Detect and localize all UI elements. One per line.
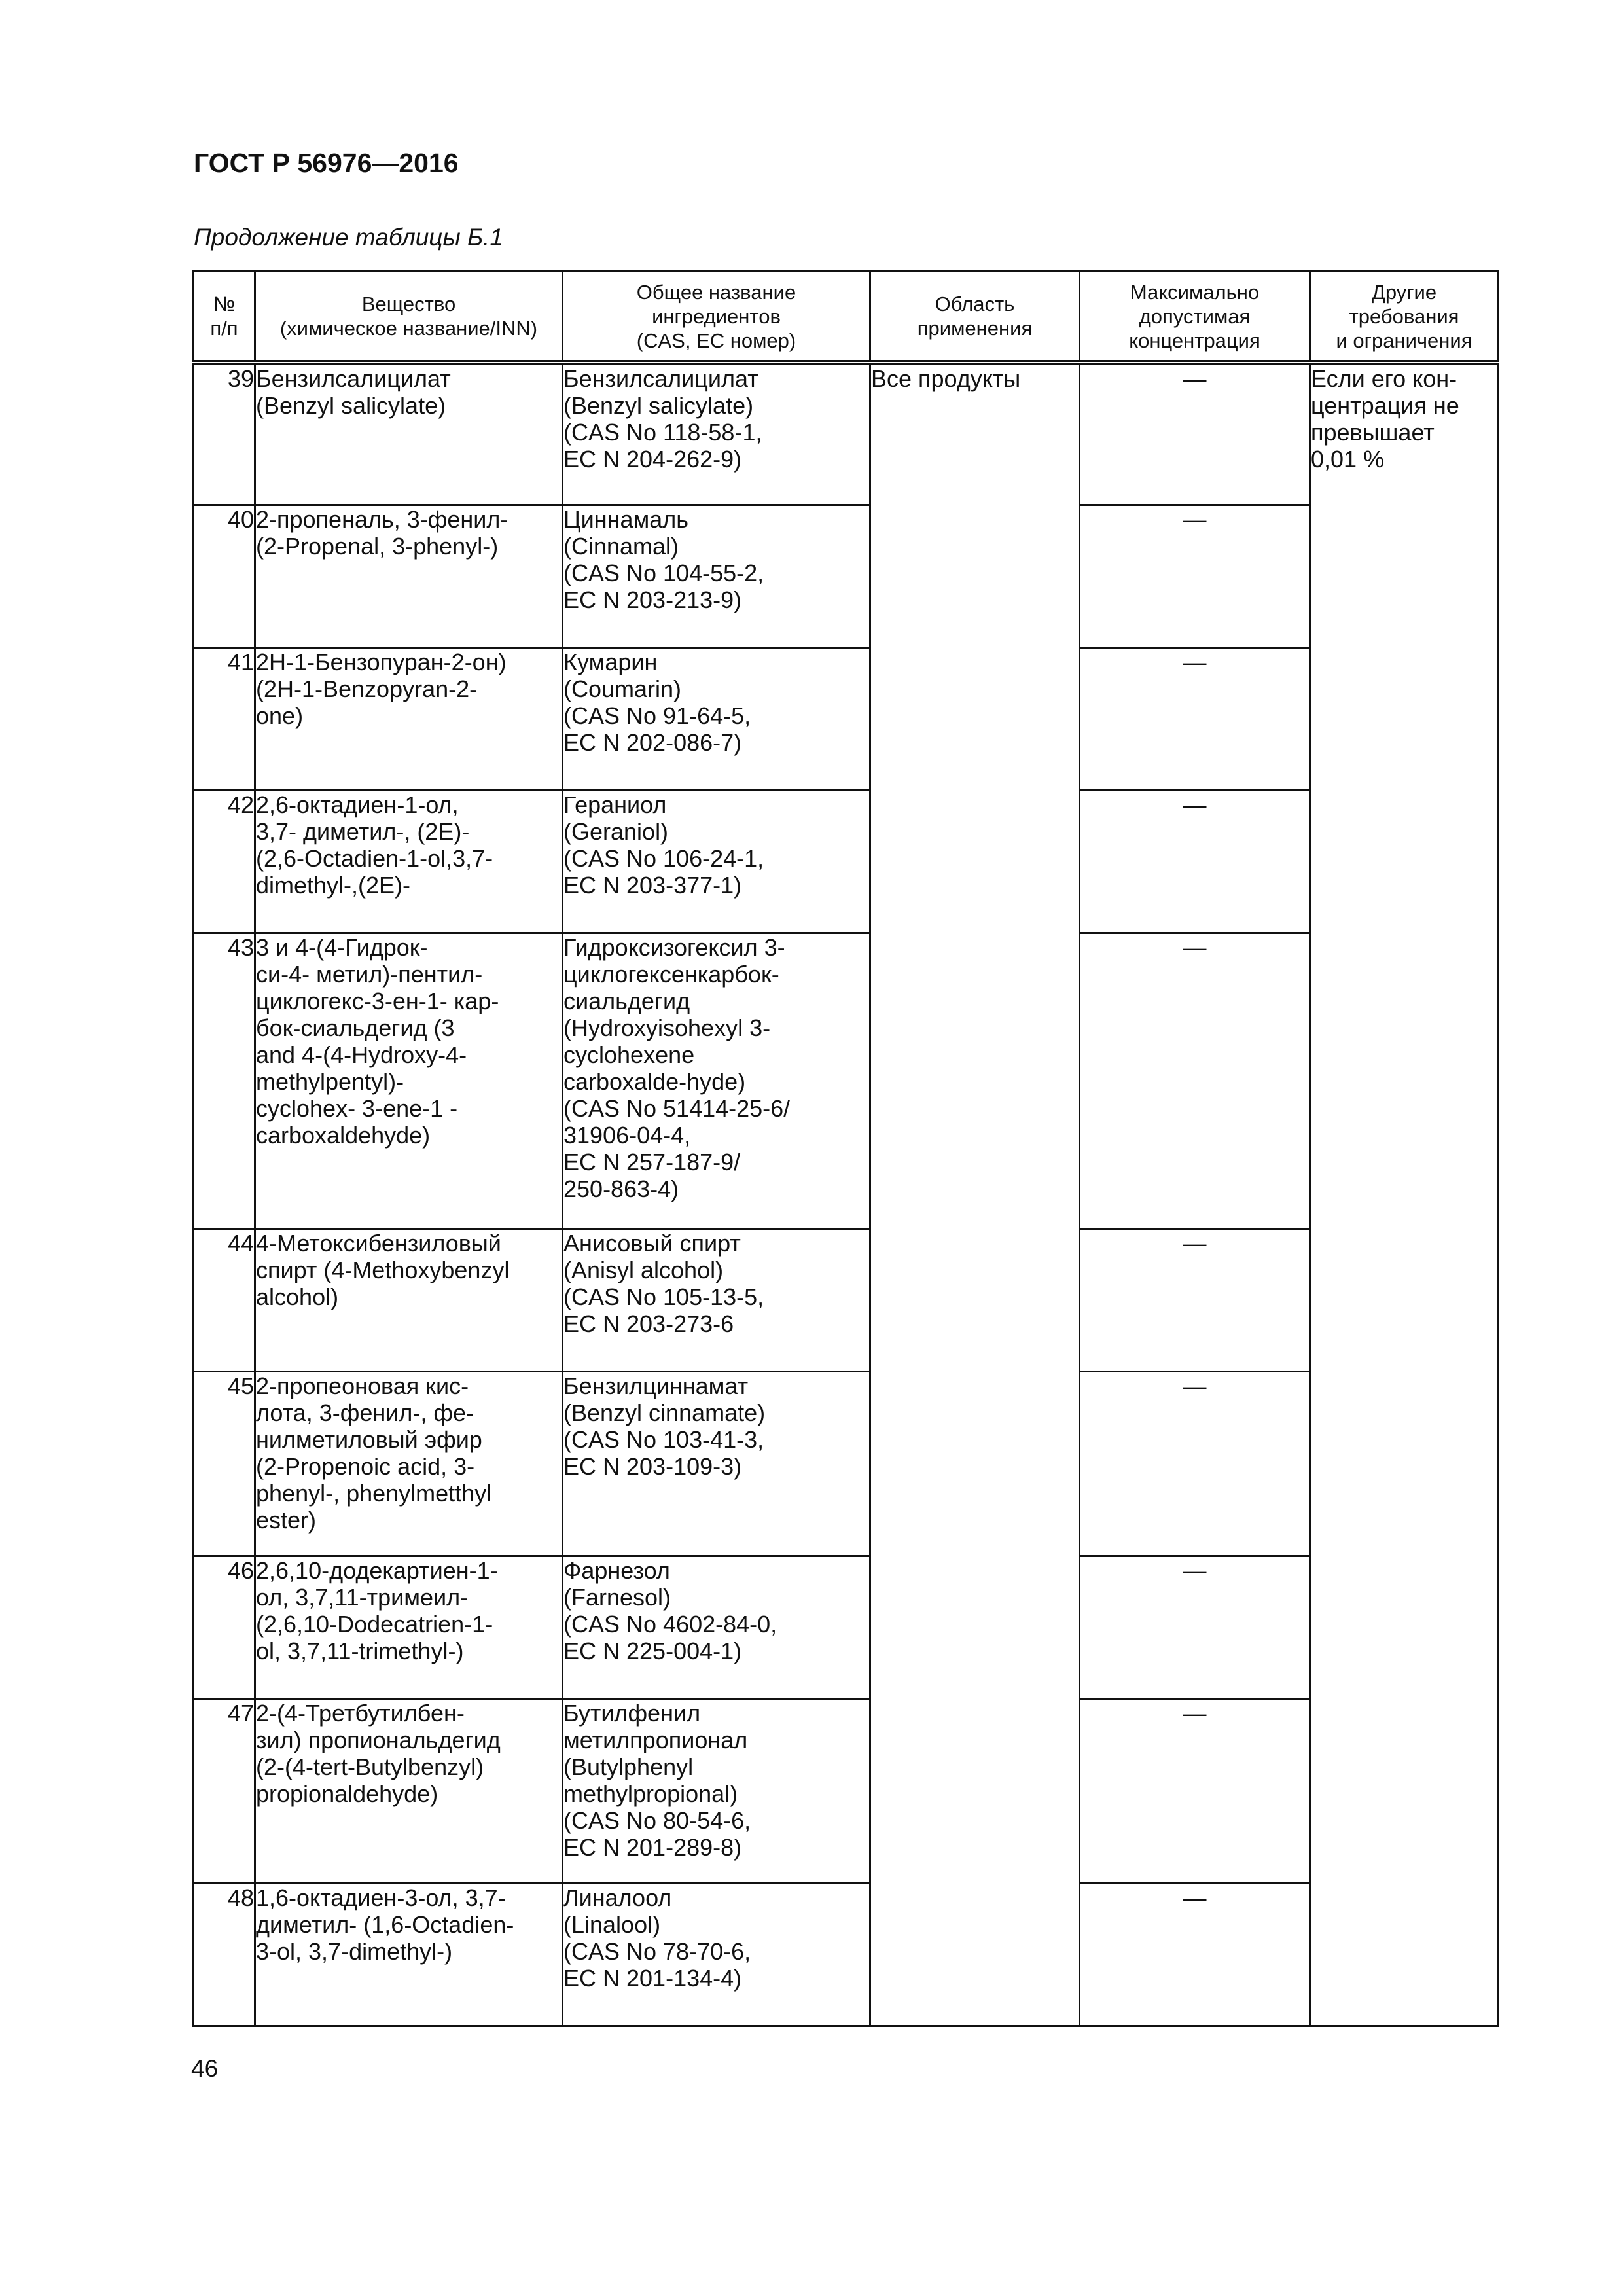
common-name-cell <box>563 505 870 647</box>
text-line: центрация не <box>1311 392 1459 419</box>
text-line: допустимая <box>1139 304 1251 328</box>
table-row <box>194 1698 1499 1883</box>
row-number: 48 <box>194 1883 255 2026</box>
text-line: (CAS No 106-24-1, <box>563 844 764 872</box>
max-concentration-cell: — <box>1080 1371 1310 1556</box>
row-number: 44 <box>194 1229 255 1371</box>
text-line: Общее название <box>636 280 796 304</box>
document-title: ГОСТ Р 56976—2016 <box>194 148 459 178</box>
max-concentration-cell: — <box>1080 505 1310 647</box>
text-line: ЕС N 257-187-9/ <box>563 1148 741 1175</box>
text-line: carboxaldehyde) <box>256 1121 431 1149</box>
header-other-requirements <box>1310 272 1499 363</box>
substance-cell <box>255 1556 563 1698</box>
substance-cell <box>255 1698 563 1883</box>
text-line: ЕС N 225-004-1) <box>563 1637 742 1664</box>
table-caption: Продолжение таблицы Б.1 <box>194 224 503 251</box>
max-concentration-cell: — <box>1080 1883 1310 2026</box>
common-name-cell <box>563 1698 870 1883</box>
text-line: Если его кон- <box>1311 365 1457 392</box>
substance-cell <box>255 363 563 505</box>
text-line: Анисовый спирт <box>563 1229 741 1257</box>
table-row <box>194 647 1499 790</box>
common-name-cell <box>563 647 870 790</box>
text-line: (CAS No 105-13-5, <box>563 1283 764 1310</box>
text-line: зил) пропиональдегид <box>256 1726 501 1753</box>
text-line: (Farnesol) <box>563 1583 671 1611</box>
text-line: концентрация <box>1129 329 1260 352</box>
row-number: 47 <box>194 1698 255 1883</box>
application-area-cell: Все продукты <box>870 363 1080 2026</box>
text-line: 3-ol, 3,7-dimethyl-) <box>256 1937 453 1965</box>
max-concentration-cell: — <box>1080 363 1310 505</box>
substance-cell <box>255 647 563 790</box>
text-line: ЕС N 202-086-7) <box>563 728 742 756</box>
substance-cell <box>255 933 563 1229</box>
table-header-row <box>194 272 1499 363</box>
table-row <box>194 505 1499 647</box>
text-line: ester) <box>256 1506 317 1534</box>
row-number: 42 <box>194 790 255 933</box>
text-line: (Butylphenyl <box>563 1753 694 1780</box>
text-line: (Hydroxyisohexyl 3- <box>563 1014 771 1041</box>
table-row <box>194 363 1499 505</box>
text-line: 1,6-октадиен-3-ол, 3,7- <box>256 1884 506 1911</box>
text-line: (CAS No 4602-84-0, <box>563 1610 777 1638</box>
text-line: циклогексенкарбок- <box>563 960 779 988</box>
row-number: 41 <box>194 647 255 790</box>
text-line: alcohol) <box>256 1283 339 1310</box>
text-line: ЕС N 204-262-9) <box>563 446 742 473</box>
text-line: 250-863-4) <box>563 1175 679 1202</box>
text-line: Бутилфенил <box>563 1699 701 1727</box>
max-concentration-cell: — <box>1080 1229 1310 1371</box>
header-max-concentration <box>1080 272 1310 363</box>
common-name-cell <box>563 933 870 1229</box>
text-line: (Benzyl salicylate) <box>563 392 754 419</box>
text-line: (CAS No 103-41-3, <box>563 1426 764 1453</box>
text-line: бок-сиальдегид (3 <box>256 1014 455 1041</box>
row-number: 43 <box>194 933 255 1229</box>
common-name-cell <box>563 1229 870 1371</box>
row-number: 46 <box>194 1556 255 1698</box>
text-line: ингредиентов <box>652 304 781 328</box>
text-line: циклогекс-3-ен-1- кар- <box>256 987 499 1014</box>
text-line: cyclohex- 3-ene-1 - <box>256 1094 458 1122</box>
text-line: диметил- (1,6-Octadien- <box>256 1910 514 1938</box>
table-row <box>194 1883 1499 2026</box>
substances-table <box>192 270 1499 2027</box>
text-line: ЕС N 201-134-4) <box>563 1964 742 1992</box>
page-number: 46 <box>191 2055 219 2082</box>
max-concentration-cell: — <box>1080 933 1310 1229</box>
text-line: Бензилциннамат <box>563 1372 749 1399</box>
table-row <box>194 790 1499 933</box>
text-line: 31906-04-4, <box>563 1121 691 1149</box>
text-line: (Benzyl salicylate) <box>256 392 446 419</box>
text-line: (2,6-Octadien-1-ol,3,7- <box>256 844 493 872</box>
text-line: (CAS No 104-55-2, <box>563 559 764 586</box>
table-row <box>194 933 1499 1229</box>
max-concentration-cell: — <box>1080 790 1310 933</box>
text-line: (Cinnamal) <box>563 532 679 560</box>
text-line: and 4-(4-Hydroxy-4- <box>256 1041 467 1068</box>
text-line: Бензилсалицилат <box>563 365 758 392</box>
text-line: (Coumarin) <box>563 675 682 702</box>
text-line: № <box>213 293 236 315</box>
text-line: Область <box>935 293 1015 315</box>
common-name-cell <box>563 790 870 933</box>
text-line: 2Н-1-Бензопуран-2-он) <box>256 648 507 675</box>
text-line: си-4- метил)-пентил- <box>256 960 483 988</box>
header-num <box>194 272 255 363</box>
text-line: Бензилсалицилат <box>256 365 451 392</box>
text-line: Гераниол <box>563 791 667 818</box>
substance-cell <box>255 505 563 647</box>
text-line: ЕС N 203-377-1) <box>563 871 742 899</box>
common-name-cell <box>563 363 870 505</box>
text-line: carboxalde-hyde) <box>563 1067 746 1095</box>
text-line: нилметиловый эфир <box>256 1426 482 1453</box>
text-line: Вещество <box>361 293 456 315</box>
text-line: 2-пропеоновая кис- <box>256 1372 469 1399</box>
text-line: Циннамаль <box>563 505 689 533</box>
text-line: (CAS No 51414-25-6/ <box>563 1094 791 1122</box>
text-line: 0,01 % <box>1311 446 1385 473</box>
substance-cell <box>255 1371 563 1556</box>
text-line: (Geraniol) <box>563 817 669 845</box>
row-number: 39 <box>194 363 255 505</box>
text-line: требования <box>1349 304 1459 328</box>
text-line: 2,6-октадиен-1-ол, <box>256 791 459 818</box>
text-line: Максимально <box>1130 280 1260 304</box>
text-line: (2,6,10-Dodecatrien-1- <box>256 1610 493 1638</box>
text-line: Фарнезол <box>563 1556 670 1584</box>
text-line: 2-пропеналь, 3-фенил- <box>256 505 508 533</box>
text-line: (2-(4-tert-Butylbenzyl) <box>256 1753 484 1780</box>
text-line: (CAS No 80-54-6, <box>563 1806 751 1834</box>
text-line: 3 и 4-(4-Гидрок- <box>256 933 428 961</box>
text-line: (химическое название/INN) <box>279 317 538 340</box>
text-line: Гидроксизогексил 3- <box>563 933 785 961</box>
text-line: спирт (4-Methoxybenzyl <box>256 1256 510 1283</box>
text-line: (Benzyl cinnamate) <box>563 1399 766 1426</box>
text-line: Линалоол <box>563 1884 672 1911</box>
text-line: dimethyl-,(2E)- <box>256 871 411 899</box>
max-concentration-cell: — <box>1080 1698 1310 1883</box>
text-line: Другие <box>1371 280 1437 304</box>
text-line: 2-(4-Третбутилбен- <box>256 1699 465 1727</box>
row-number: 40 <box>194 505 255 647</box>
text-line: и ограничения <box>1336 329 1472 352</box>
table-row <box>194 1371 1499 1556</box>
text-line: methylpentyl)- <box>256 1067 404 1095</box>
text-line: phenyl-, phenylmetthyl <box>256 1479 492 1507</box>
text-line: propionaldehyde) <box>256 1780 438 1807</box>
text-line: метилпропионал <box>563 1726 748 1753</box>
text-line: (2-Propenoic acid, 3- <box>256 1452 475 1480</box>
common-name-cell <box>563 1556 870 1698</box>
header-substance <box>255 272 563 363</box>
row-number: 45 <box>194 1371 255 1556</box>
text-line: п/п <box>210 317 238 340</box>
text-line: cyclohexene <box>563 1041 695 1068</box>
text-line: ол, 3,7,11-тримеил- <box>256 1583 469 1611</box>
substance-cell <box>255 1229 563 1371</box>
common-name-cell <box>563 1371 870 1556</box>
text-line: 3,7- диметил-, (2Е)- <box>256 817 470 845</box>
table-row <box>194 1556 1499 1698</box>
header-common-name <box>563 272 870 363</box>
text-line: (CAS No 78-70-6, <box>563 1937 751 1965</box>
text-line: применения <box>917 317 1033 340</box>
max-concentration-cell: — <box>1080 1556 1310 1698</box>
header-area <box>870 272 1080 363</box>
text-line: ЕС N 203-109-3) <box>563 1452 742 1480</box>
text-line: ЕС N 203-213-9) <box>563 586 742 613</box>
text-line: one) <box>256 702 304 729</box>
text-line: methylpropional) <box>563 1780 738 1807</box>
text-line: ЕС N 201-289-8) <box>563 1833 742 1861</box>
text-line: 2,6,10-додекартиен-1- <box>256 1556 498 1584</box>
text-line: 4-Метоксибензиловый <box>256 1229 501 1257</box>
other-requirements-cell <box>1310 363 1499 2026</box>
max-concentration-cell: — <box>1080 647 1310 790</box>
text-line: (Anisyl alcohol) <box>563 1256 724 1283</box>
substance-cell <box>255 1883 563 2026</box>
text-line: превышает <box>1311 419 1435 446</box>
text-line: ЕС N 203-273-6 <box>563 1310 734 1337</box>
text-line: (CAS No 91-64-5, <box>563 702 751 729</box>
substance-cell <box>255 790 563 933</box>
table-row <box>194 1229 1499 1371</box>
text-line: (CAS No 118-58-1, <box>563 419 762 446</box>
text-line: ol, 3,7,11-trimethyl-) <box>256 1637 464 1664</box>
text-line: лота, 3-фенил-, фе- <box>256 1399 474 1426</box>
text-line: (Linalool) <box>563 1910 661 1938</box>
text-line: (2-Propenal, 3-phenyl-) <box>256 532 499 560</box>
text-line: (2H-1-Benzopyran-2- <box>256 675 478 702</box>
text-line: (CAS, ЕС номер) <box>636 329 796 352</box>
text-line: Кумарин <box>563 648 658 675</box>
text-line: сиальдегид <box>563 987 690 1014</box>
common-name-cell <box>563 1883 870 2026</box>
